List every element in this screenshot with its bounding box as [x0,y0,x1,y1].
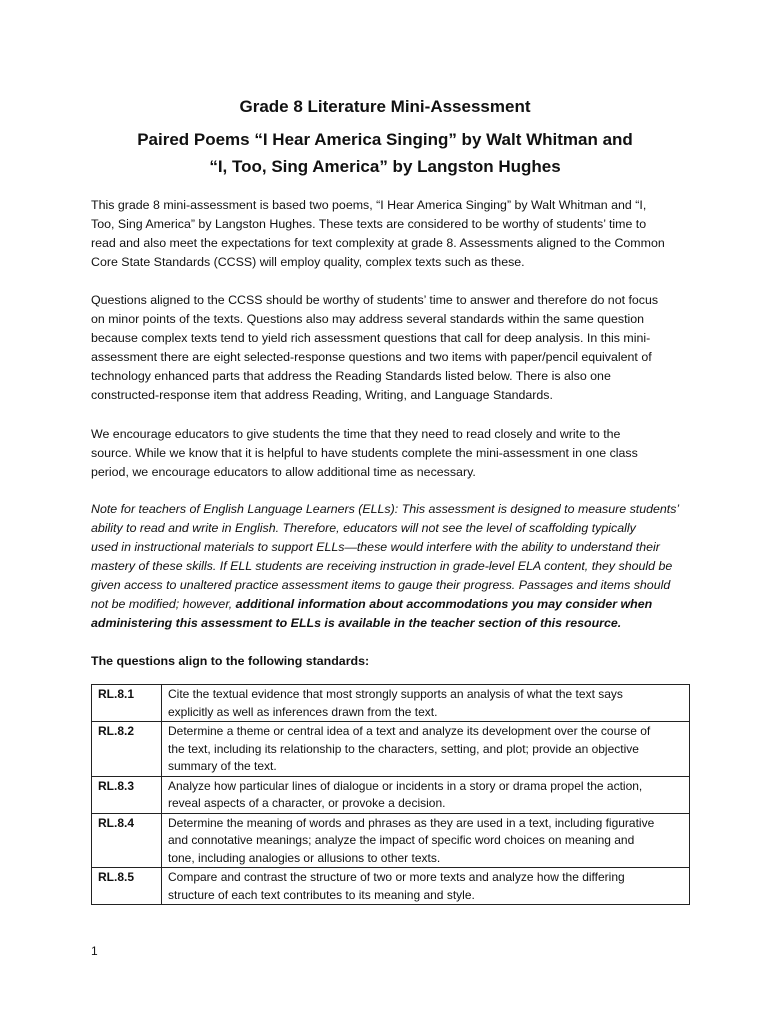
ell-note-paragraph [91,500,691,633]
text-line: assessment there are eight selected-response questions and two items with paper/pencil equivalent of [91,350,652,364]
standard-description [162,813,690,868]
text-line: ability to read and write in English. Therefore, educators will not see the level of scaffolding typically [91,521,636,535]
document-subtitle-line-2: “I, Too, Sing America” by Langston Hughes [209,157,561,176]
standard-description-line: Determine a theme or central idea of a text and analyze its development over the course of [168,724,651,738]
text-line: source. While we know that it is helpful to have students complete the mini-assessment in one class [91,446,638,460]
standard-description-line: structure of each text contributes to its meaning and style. [168,887,475,902]
ell-note-emphasis: additional information about accommodations you may consider when [235,597,653,611]
standard-row [92,685,690,722]
text-line: Note for teachers of English Language Learners (ELLs): This assessment is designed to measure students’ [91,502,680,516]
standard-code: RL.8.1 [92,685,162,722]
text-line: constructed-response item that address Reading, Writing, and Language Standards. [91,388,553,402]
standard-row [92,776,690,813]
text-line: Core State Standards (CCSS) will employ quality, complex texts such as these. [91,255,525,269]
standard-description-line: reveal aspects of a character, or provoke a decision. [168,796,446,810]
page-number: 1 [91,944,98,958]
standard-code: RL.8.2 [92,722,162,777]
standard-description-line: and connotative meanings; analyze the impact of specific word choices on meaning and [168,833,635,847]
standard-code: RL.8.4 [92,813,162,868]
standard-row [92,868,690,905]
standard-row [92,722,690,777]
ell-note-emphasis: administering this assessment to ELLs is available in the teacher section of this resource. [91,616,622,630]
questions-paragraph [91,291,691,405]
standard-description [162,685,690,722]
standard-code: RL.8.3 [92,776,162,813]
standard-description-line: Determine the meaning of words and phrases as they are used in a text, including figurative [168,815,655,830]
standards-table [91,684,690,905]
document-title: Grade 8 Literature Mini-Assessment [239,97,531,116]
standards-heading: The questions align to the following standards: [91,654,370,668]
text-line: Too, Sing America” by Langston Hughes. These texts are considered to be worthy of students’ time to [91,217,647,231]
text-line: technology enhanced parts that address the Reading Standards listed below. There is also one [91,369,611,383]
text-line: Questions aligned to the CCSS should be worthy of students’ time to answer and therefore do not focus [91,293,659,307]
standard-description-line: summary of the text. [168,759,277,773]
text-line: We encourage educators to give students the time that they need to read closely and write to the [91,427,621,441]
standard-description-line: explicitly as well as inferences drawn from the text. [168,704,438,719]
standard-description [162,868,690,905]
text-line: period, we encourage educators to allow additional time as necessary. [91,465,476,479]
text-line: read and also meet the expectations for text complexity at grade 8. Assessments aligned to the Common [91,236,665,250]
text-line: mastery of these skills. If ELL students are receiving instruction in grade-level ELA content, they should be [91,559,673,573]
standard-description-line: Compare and contrast the structure of two or more texts and analyze how the differing [168,870,625,884]
ell-note-text: not be modified; however, [91,597,236,611]
standard-description-line: Analyze how particular lines of dialogue or incidents in a story or drama propel the action, [168,778,643,793]
text-line: This grade 8 mini-assessment is based two poems, “I Hear America Singing” by Walt Whitman and “I, [91,198,647,212]
intro-paragraph [91,196,691,272]
standard-row [92,813,690,868]
encourage-paragraph [91,425,691,482]
standard-description [162,722,690,777]
text-line: because complex texts tend to yield rich assessment questions that call for deep analysis. In this mini- [91,331,651,345]
standard-description-line: tone, including analogies or allusions to other texts. [168,850,441,865]
text-line: used in instructional materials to support ELLs—these would interfere with the ability to understand their [91,540,660,554]
standard-description [162,776,690,813]
standard-code: RL.8.5 [92,868,162,905]
text-line: given access to unaltered practice assessment items to gauge their progress. Passages and items should [91,578,671,592]
text-line [91,595,691,614]
standard-description-line: Cite the textual evidence that most strongly supports an analysis of what the text says [168,687,623,701]
document-subtitle-line-1: Paired Poems “I Hear America Singing” by Walt Whitman and [137,130,633,149]
text-line: on minor points of the texts. Questions also may address several standards within the same question [91,312,645,326]
standard-description-line: the text, including its relationship to the characters, setting, and plot; provide an objective [168,741,639,756]
